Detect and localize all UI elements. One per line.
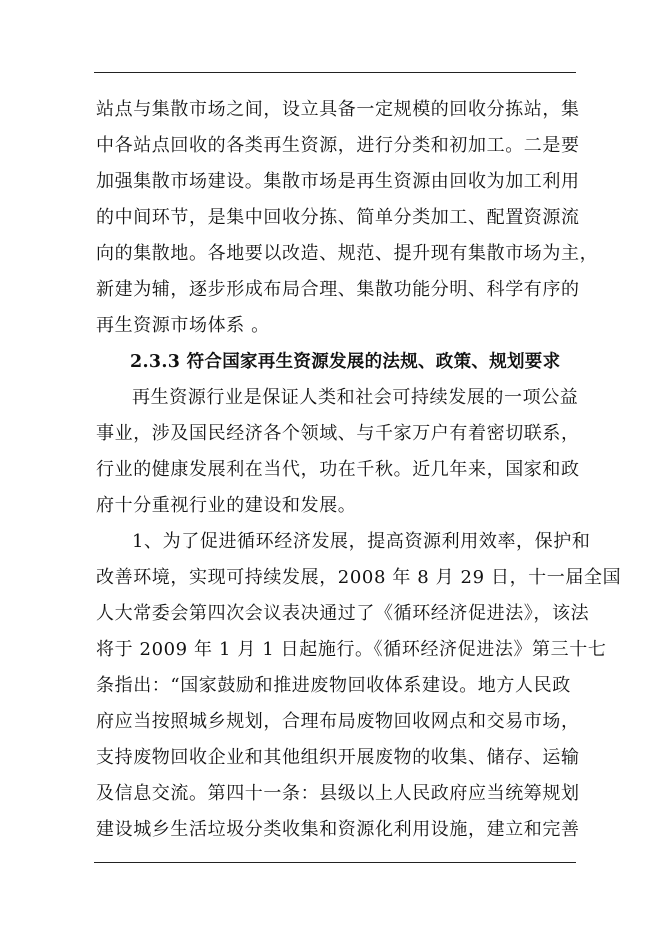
paragraph-start: 1、为了促进循环经济发展，提高资源利用效率，保护和 — [132, 531, 591, 552]
text-line: 中各站点回收的各类再生资源，进行分类和初加工。二是要 — [96, 135, 580, 156]
text-line: 府十分重视行业的建设和发展。 — [96, 495, 357, 516]
text-line: 府应当按照城乡规划，合理布局废物回收网点和交易市场， — [96, 711, 580, 732]
section-heading: 2.3.3 符合国家再生资源发展的法规、政策、规划要求 — [130, 352, 561, 372]
text-line: 行业的健康发展利在当代，功在千秋。近几年来，国家和政 — [96, 459, 580, 480]
text-line: 新建为辅，逐步形成布局合理、集散功能分明、科学有序的 — [96, 279, 580, 300]
text-line: 支持废物回收企业和其他组织开展废物的收集、储存、运输 — [96, 747, 580, 768]
text-line: 条指出：“国家鼓励和推进废物回收体系建设。地方人民政 — [96, 675, 571, 696]
header-rule — [94, 72, 576, 73]
text-line: 加强集散市场建设。集散市场是再生资源由回收为加工利用 — [96, 171, 580, 192]
text-line: 站点与集散市场之间，设立具备一定规模的回收分拣站，集 — [96, 99, 580, 120]
text-line: 事业，涉及国民经济各个领域、与千家万户有着密切联系， — [96, 423, 580, 444]
text-line: 再生资源市场体系 。 — [96, 315, 270, 336]
text-line: 将于 2009 年 1 月 1 日起施行。《循环经济促进法》第三十七 — [96, 639, 607, 660]
paragraph-start: 再生资源行业是保证人类和社会可持续发展的一项公益 — [132, 387, 579, 408]
document-body — [96, 92, 622, 848]
text-line: 人大常委会第四次会议表决通过了《循环经济促进法》，该法 — [96, 603, 590, 624]
text-line: 改善环境，实现可持续发展，2008 年 8 月 29 日，十一届全国 — [96, 567, 622, 588]
text-line: 的中间环节，是集中回收分拣、简单分类加工、配置资源流 — [96, 207, 580, 228]
text-line: 及信息交流。第四十一条：县级以上人民政府应当统筹规划 — [96, 783, 580, 804]
text-line: 向的集散地。各地要以改造、规范、提升现有集散市场为主， — [96, 243, 599, 264]
text-line: 建设城乡生活垃圾分类收集和资源化利用设施，建立和完善 — [96, 819, 580, 840]
footer-rule — [94, 862, 576, 863]
